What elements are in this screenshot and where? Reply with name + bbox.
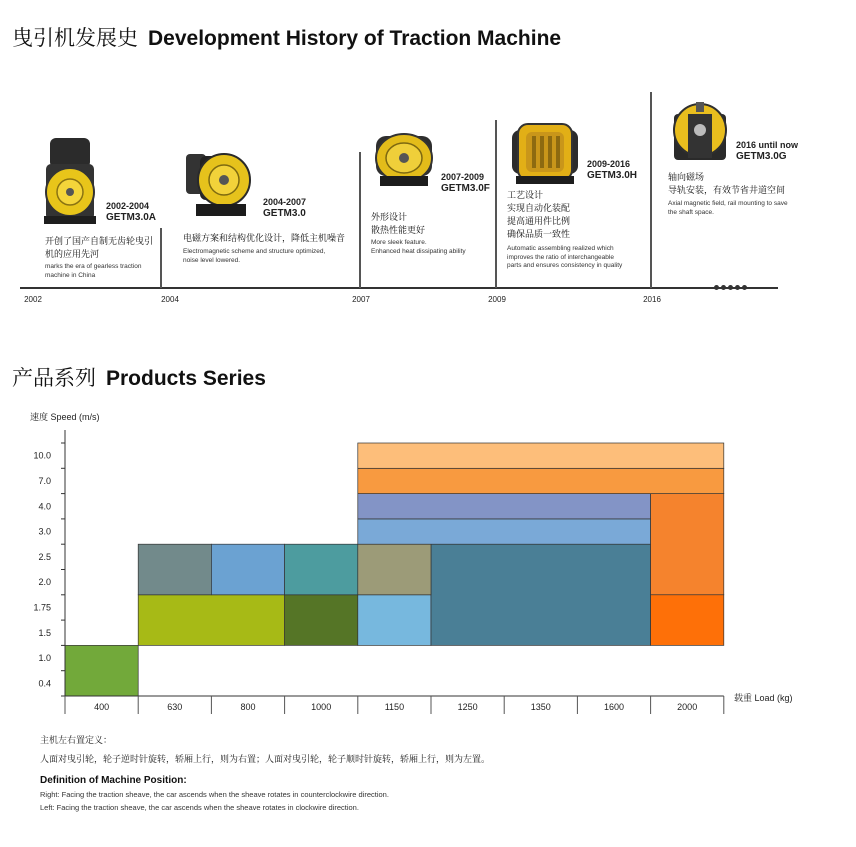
chart-y-tick-label: 2.5 bbox=[38, 551, 51, 562]
milestone-desc-en: Axial magnetic field, rail mounting to save the shaft space. bbox=[668, 200, 788, 216]
chart-block bbox=[358, 595, 431, 646]
milestone-desc-cn: 轴向磁场 导轨安装，有效节省井道空间 bbox=[668, 172, 786, 195]
milestone-desc-en: More sleek feature. Enhanced heat dissipating ability bbox=[371, 239, 466, 255]
chart-block bbox=[651, 595, 724, 646]
chart-block bbox=[65, 645, 138, 696]
milestone-model: GETM3.0F bbox=[441, 183, 490, 194]
chart-y-axis-label: 速度 Speed (m/s) bbox=[30, 412, 100, 422]
milestone-desc-cn: 外形设计 散热性能更好 bbox=[371, 212, 426, 235]
timeline-dot bbox=[728, 285, 733, 290]
timeline-marker-2007 bbox=[359, 152, 361, 288]
milestone-desc-cn: 开创了国产自制无齿轮曳引 机的应用先河 bbox=[45, 236, 154, 259]
chart-block bbox=[285, 595, 358, 646]
notes-cn-body: 人面对曳引轮，轮子逆时针旋转，轿厢上行，则为右置；人面对曳引轮，轮子顺时针旋转，轿厢上行，则为左置。 bbox=[40, 754, 491, 764]
milestone-model-label bbox=[263, 196, 306, 220]
chart-x-tick-label: 2000 bbox=[677, 702, 698, 712]
chart-y-tick-label: 1.75 bbox=[33, 602, 51, 613]
timeline-marker-2016 bbox=[650, 92, 652, 288]
chart-y-tick-label: 10.0 bbox=[33, 450, 51, 461]
history-title-cn: 曳引机发展史 bbox=[12, 27, 138, 50]
milestone-period: 2009-2016 bbox=[587, 159, 631, 169]
chart-x-tick-label: 1600 bbox=[603, 702, 625, 712]
notes-en-right: Right: Facing the traction sheave, the car ascends when the sheave rotates in counterclockwire direction. bbox=[40, 790, 389, 799]
chart-block bbox=[285, 544, 358, 595]
milestone-model: GETM3.0G bbox=[736, 151, 787, 162]
chart-y-tick-label: 1.5 bbox=[38, 627, 51, 638]
timeline-dot bbox=[742, 285, 747, 290]
machine-getm30a-image bbox=[40, 136, 100, 226]
chart-x-tick-label: 800 bbox=[240, 702, 256, 712]
chart-block bbox=[358, 494, 651, 519]
timeline-year: 2007 bbox=[352, 295, 370, 304]
products-title-cn: 产品系列 bbox=[12, 367, 96, 390]
timeline-year: 2016 bbox=[643, 295, 661, 304]
milestone-period: 2007-2009 bbox=[441, 172, 485, 182]
chart-block bbox=[358, 544, 431, 595]
milestone-desc-en: marks the era of gearless traction machine in China bbox=[45, 263, 142, 279]
notes-en-left: Left: Facing the traction sheave, the car ascends when the sheave rotates in clockwire direction. bbox=[40, 803, 359, 812]
chart-block bbox=[358, 519, 651, 544]
milestone-desc-en: Automatic assembling realized which improves the ratio of interchangeable parts and ensures consistency in quality bbox=[507, 245, 623, 269]
chart-block bbox=[651, 494, 724, 595]
timeline-axis bbox=[20, 287, 778, 289]
chart-y-tick-label: 7.0 bbox=[38, 475, 51, 486]
chart-block bbox=[358, 468, 724, 493]
milestone-desc-cn: 电磁方案和结构优化设计，降低主机噪音 bbox=[183, 233, 346, 243]
chart-y-tick-label: 1.0 bbox=[38, 653, 51, 664]
products-title-en: Products Series bbox=[106, 367, 266, 390]
chart-x-tick-label: 630 bbox=[167, 702, 183, 712]
chart-y-tick-label: 3.0 bbox=[38, 526, 51, 537]
timeline-year: 2002 bbox=[24, 295, 42, 304]
timeline-year: 2004 bbox=[161, 295, 179, 304]
machine-getm30f-image bbox=[370, 130, 438, 188]
milestone-desc-en: Electromagnetic scheme and structure optimized, noise level lowered. bbox=[183, 248, 326, 264]
notes-en-title: Definition of Machine Position: bbox=[40, 775, 187, 786]
milestone-period: 2002-2004 bbox=[106, 201, 150, 211]
chart-block bbox=[211, 544, 284, 595]
milestone-period: 2016 until now bbox=[736, 140, 799, 150]
machine-getm30h-image bbox=[508, 120, 582, 186]
machine-getm30g-image bbox=[668, 100, 732, 164]
chart-x-tick-label: 1350 bbox=[530, 702, 551, 712]
chart-x-tick-label: 1250 bbox=[457, 702, 478, 712]
timeline-dot bbox=[721, 285, 726, 290]
milestone-period: 2004-2007 bbox=[263, 197, 307, 207]
chart-block bbox=[431, 544, 651, 645]
chart-block bbox=[138, 595, 284, 646]
milestone-model-label bbox=[587, 158, 637, 182]
chart-block bbox=[358, 443, 724, 468]
notes-cn-title: 主机左右置定义： bbox=[40, 735, 113, 745]
milestone-model: GETM3.0H bbox=[587, 170, 638, 181]
milestone-model: GETM3.0 bbox=[263, 208, 306, 219]
chart-x-axis-label: 载重 Load (kg) bbox=[734, 693, 793, 703]
timeline-marker-2009 bbox=[495, 120, 497, 288]
history-title bbox=[12, 22, 561, 52]
chart-x-tick-label: 1150 bbox=[384, 702, 405, 712]
products-chart bbox=[0, 400, 856, 720]
machine-getm30-image bbox=[184, 146, 254, 220]
timeline-marker-2004 bbox=[160, 228, 162, 288]
milestone-model-label bbox=[106, 200, 156, 224]
chart-y-tick-label: 0.4 bbox=[38, 678, 51, 689]
timeline-year: 2009 bbox=[488, 295, 506, 304]
products-title bbox=[12, 362, 266, 392]
history-title-en: Development History of Traction Machine bbox=[148, 27, 562, 50]
chart-x-tick-label: 1000 bbox=[311, 702, 332, 712]
milestone-model: GETM3.0A bbox=[106, 212, 157, 223]
timeline-dot bbox=[714, 285, 719, 290]
timeline-dot bbox=[735, 285, 740, 290]
milestone-desc-cn: 工艺设计 实现自动化装配 提高通用件比例 确保品质一致性 bbox=[507, 190, 571, 239]
milestone-model-label bbox=[736, 139, 798, 163]
chart-block bbox=[138, 544, 211, 595]
chart-x-tick-label: 400 bbox=[94, 702, 110, 712]
chart-y-tick-label: 4.0 bbox=[38, 501, 51, 512]
chart-y-tick-label: 2.0 bbox=[38, 577, 51, 588]
milestone-model-label bbox=[441, 171, 490, 195]
